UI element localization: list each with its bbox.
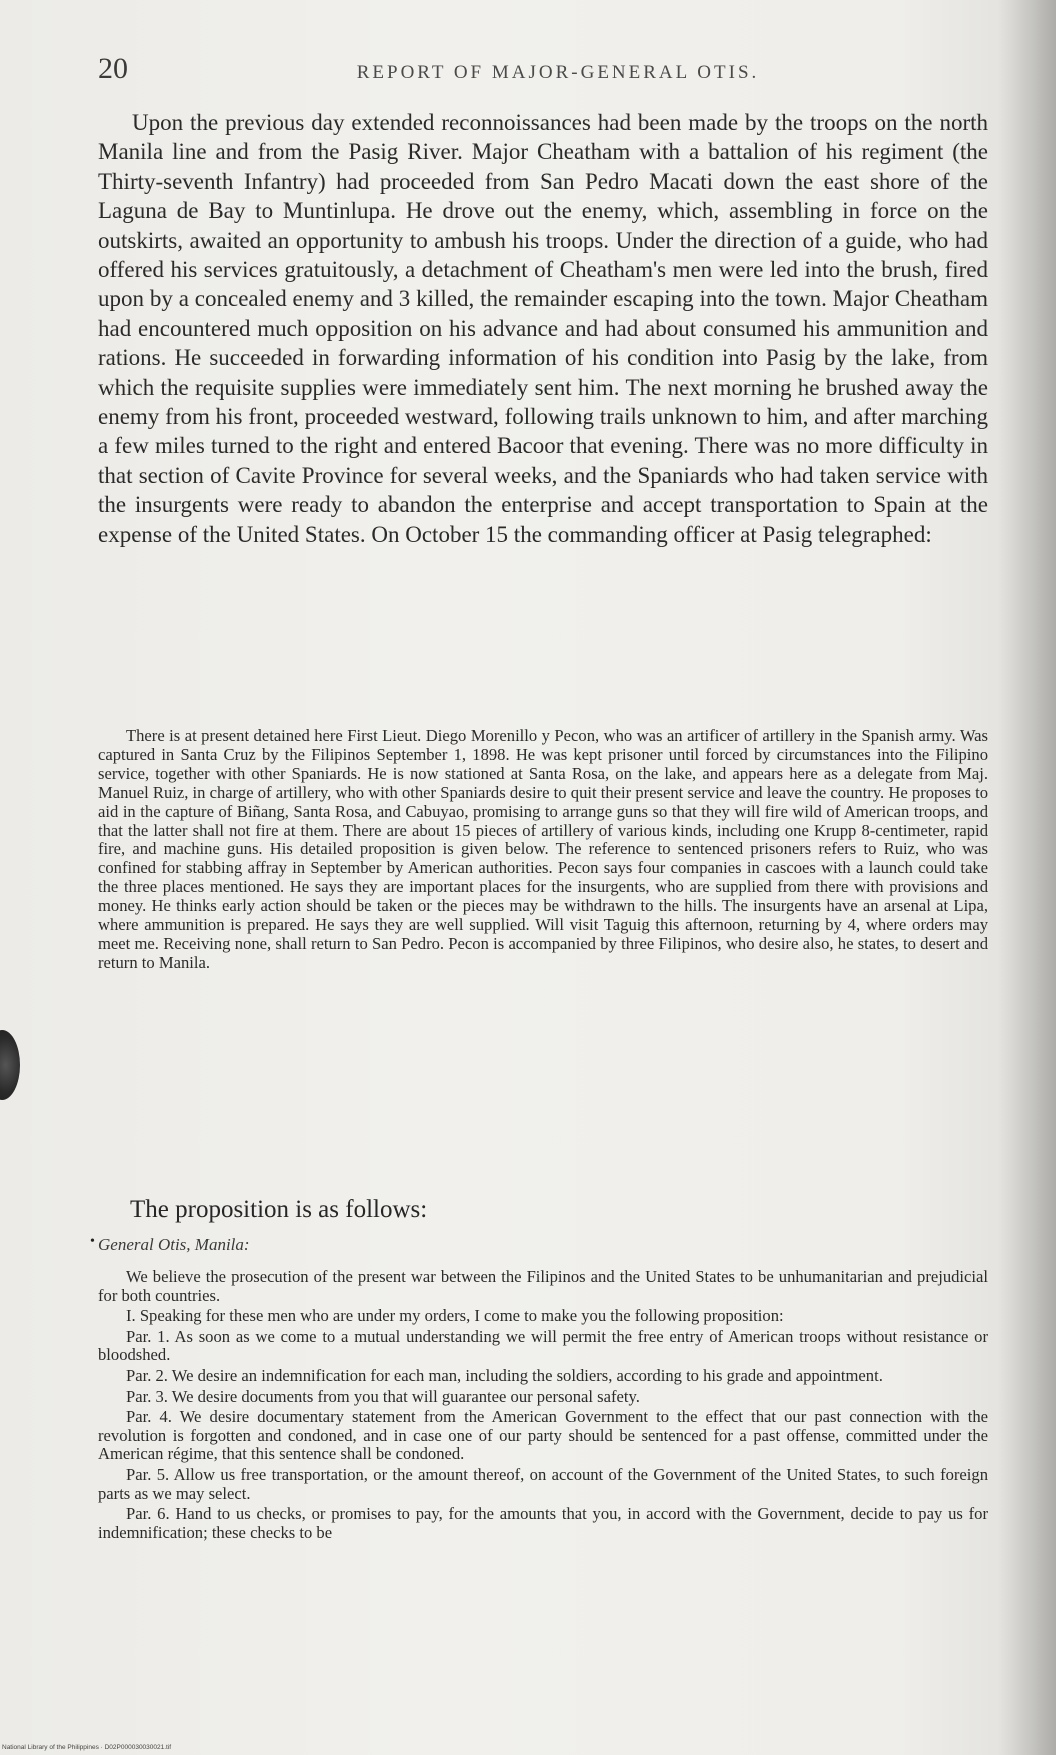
margin-mark: • [90, 1234, 95, 1249]
telegram-quote: There is at present detained here First Lieut. Diego Morenillo y Pecon, who was an artificer of artillery in the Spanish army. Was captured in Santa Cruz by the Filipinos September 1, 1898. He was kept prisoner until forced by circumstances into the Filipino service, together with other Spaniards. He is now stationed at Santa Rosa, on the lake, and appears here as a delegate from Maj. Manuel Ruiz, in charge of artillery, who with other Spaniards desire to quit their present service and leave the country. He proposes to aid in the capture of Biñang, Santa Rosa, and Cabuyao, promising to arrange guns so that they will fire wild of American troops, and that the latter shall not fire at them. There are about 15 pieces of artillery of various kinds, including one Krupp 8-centimeter, rapid fire, and machine guns. His detailed proposition is given below. The reference to sentenced prisoners refers to Ruiz, who was confined for stabbing affray in September by American authorities. Pecon says four companies in cascoes with a launch could take the three places mentioned. He says they are important places for the insurgents, who are supplied from there with provisions and money. He thinks early action should be taken or the pieces may be withdrawn to the hills. The insurgents have an arsenal at Lipa, where ammunition is prepared. He says they are well supplied. Will visit Taguig this afternoon, returning by 4, where orders may meet me. Receiving none, shall return to San Pedro. Pecon is accompanied by three Filipinos, who desire also, he states, to desert and return to Manila. [98, 726, 988, 972]
proposition-paragraph: Par. 4. We desire documentary statement from the American Government to the effect that our past connection with the revolution is forgotten and condoned, and in case one of our party should be sentenced for a past offense, committed under the American régime, that this sentence shall be condoned. [98, 1407, 988, 1464]
page-edge-shadow [998, 0, 1056, 1755]
proposition-heading: The proposition is as follows: [130, 1196, 428, 1223]
proposition-paragraph: Par. 5. Allow us free transportation, or the amount thereof, on account of the Government of the United States, to such foreign parts as we may select. [98, 1464, 988, 1503]
scan-credit: National Library of the Philippines · D02P000030030021.tif [2, 1744, 172, 1751]
proposition-list [98, 1268, 988, 1544]
running-head: REPORT OF MAJOR-GENERAL OTIS. [356, 62, 760, 83]
page-number: 20 [98, 52, 128, 85]
body-paragraph: Upon the previous day extended reconnoissances had been made by the troops on the north Manila line and from the Pasig River. Major Cheatham with a battalion of his regiment (the Thirty-seventh Infantry) had proceeded from San Pedro Macati down the east shore of the Laguna de Bay to Muntinlupa. He drove out the enemy, which, assembling in force on the outskirts, awaited an opportunity to ambush his troops. Under the direction of a guide, who had offered his services gratuitously, a detachment of Cheatham's men were led into the brush, fired upon by a concealed enemy and 3 killed, the remainder escaping into the town. Major Cheatham had encountered much opposition on his advance and had about consumed his ammunition and rations. He succeeded in forwarding information of his condition into Pasig by the lake, from which the requisite supplies were immediately sent him. The next morning he brushed away the enemy from his front, proceeded westward, following trails unknown to him, and after marching a few miles turned to the right and entered Bacoor that evening. There was no more difficulty in that section of Cavite Province for several weeks, and the Spaniards who had taken service with the insurgents were ready to abandon the enterprise and accept transportation to Spain at the expense of the United States. On October 15 the commanding officer at Pasig telegraphed: [98, 110, 988, 547]
salutation: General Otis, Manila: [98, 1235, 250, 1254]
proposition-paragraph: We believe the prosecution of the present war between the Filipinos and the United States to be unhumanitarian and prejudicial for both countries. [98, 1267, 988, 1305]
proposition-paragraph: I. Speaking for these men who are under my orders, I come to make you the following proposition: [126, 1306, 784, 1326]
proposition-paragraph: Par. 3. We desire documents from you that will guarantee our personal safety. [126, 1386, 640, 1406]
proposition-paragraph: Par. 6. Hand to us checks, or promises to pay, for the amounts that you, in accord with the Government, decide to pay us for indemnification; these checks to be [98, 1504, 988, 1542]
page-header [98, 52, 978, 92]
binder-hole [0, 1030, 20, 1100]
proposition-paragraph: Par. 1. As soon as we come to a mutual understanding we will permit the free entry of American troops without resistance or bloodshed. [98, 1326, 988, 1365]
proposition-paragraph: Par. 2. We desire an indemnification for each man, including the soldiers, according to his grade and appointment. [126, 1365, 883, 1385]
